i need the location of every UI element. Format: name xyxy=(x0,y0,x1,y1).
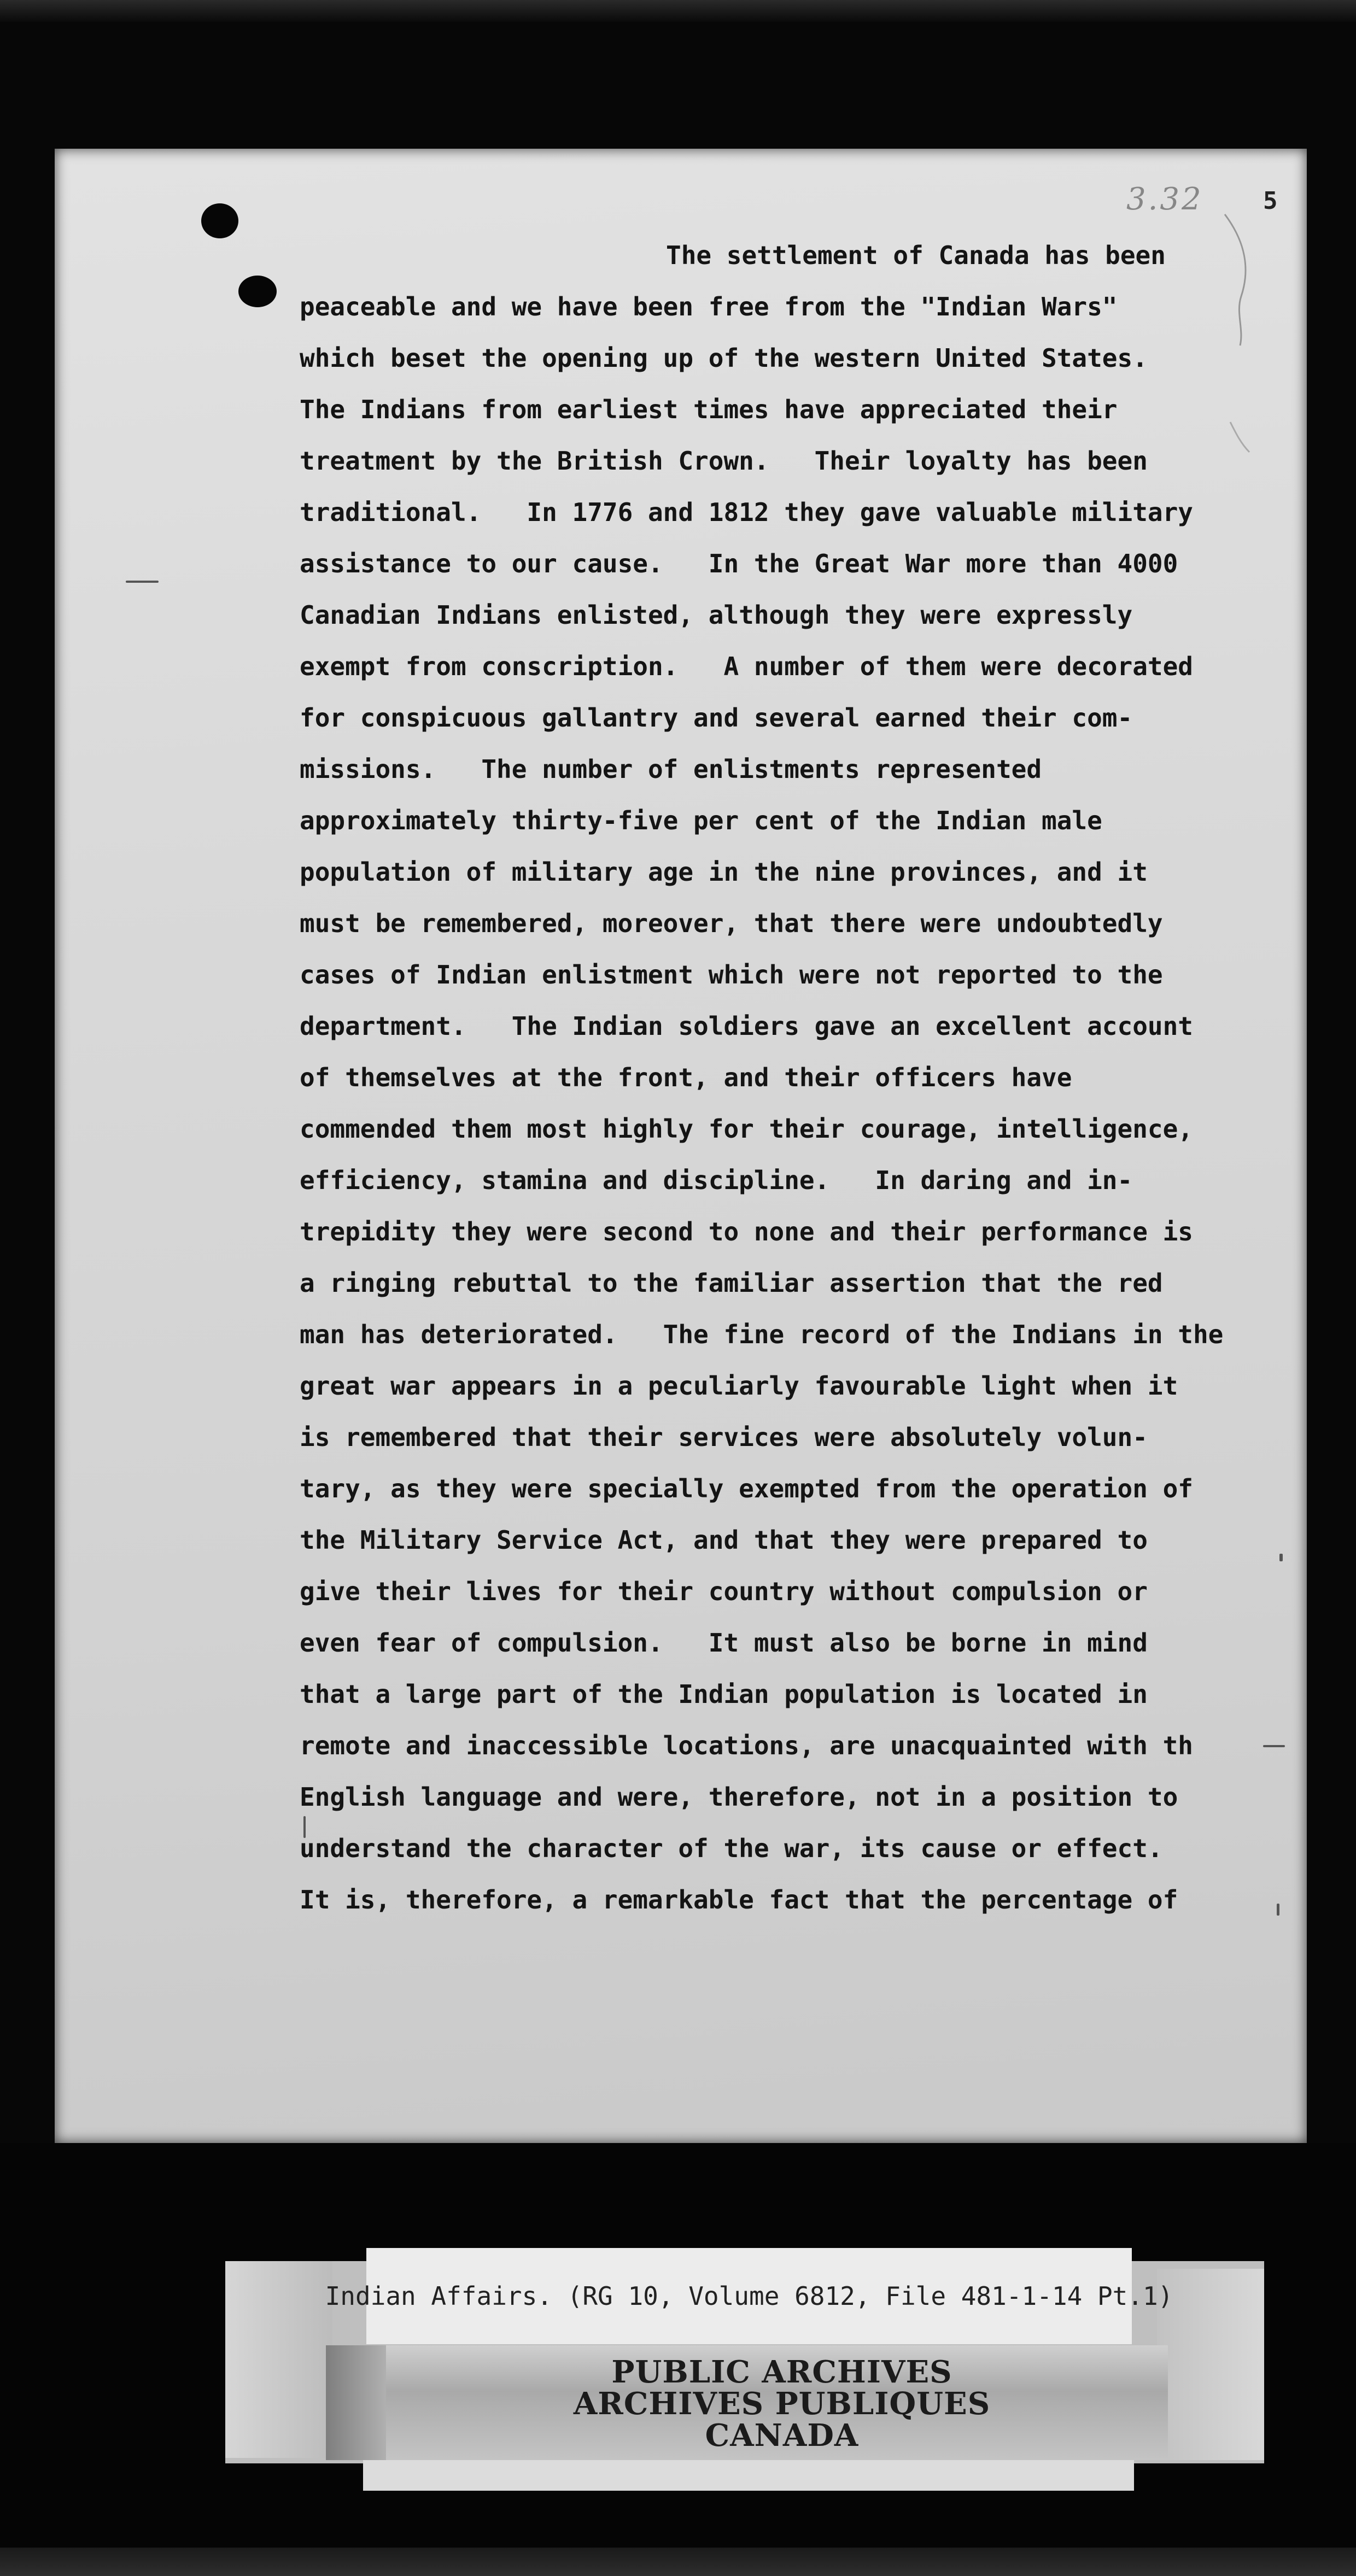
archive-label-base-strip xyxy=(363,2460,1134,2491)
text-line: assistance to our cause. In the Great War more than 4000 xyxy=(300,549,1178,578)
text-line: of themselves at the front, and their officers have xyxy=(300,1063,1072,1092)
text-line: English language and were, therefore, not in a position to xyxy=(300,1782,1178,1812)
text-line: efficiency, stamina and discipline. In daring and in- xyxy=(300,1166,1133,1195)
pencil-annotation: 3.32 xyxy=(1126,182,1203,217)
body-text xyxy=(300,230,1328,1925)
archive-label-left-card xyxy=(225,2261,332,2458)
text-line: commended them most highly for their courage, intelligence, xyxy=(300,1114,1193,1144)
text-line: exempt from conscription. A number of them were decorated xyxy=(300,652,1193,681)
text-line: is remembered that their services were absolutely volun- xyxy=(300,1422,1148,1452)
text-line: even fear of compulsion. It must also be borne in mind xyxy=(300,1628,1148,1658)
text-line: that a large part of the Indian population is located in xyxy=(300,1679,1148,1709)
page-number: 5 xyxy=(1263,187,1278,215)
film-edge-bottom xyxy=(0,2548,1356,2576)
text-line: The Indians from earliest times have appreciated their xyxy=(300,395,1118,424)
text-line: man has deteriorated. The fine record of the Indians in the xyxy=(300,1320,1224,1349)
text-line: cases of Indian enlistment which were not reported to the xyxy=(300,960,1163,990)
text-line: the Military Service Act, and that they were prepared to xyxy=(300,1525,1148,1555)
text-line: treatment by the British Crown. Their loyalty has been xyxy=(300,446,1148,476)
stamp-line-english: PUBLIC ARCHIVES xyxy=(611,2354,952,2390)
text-line: which beset the opening up of the western United States. xyxy=(300,343,1148,373)
text-line: remote and inaccessible locations, are unacquainted with th xyxy=(300,1731,1193,1760)
text-line: for conspicuous gallantry and several earned their com- xyxy=(300,703,1133,733)
text-line: approximately thirty-five per cent of the Indian male xyxy=(300,806,1102,835)
text-line: department. The Indian soldiers gave an excellent account xyxy=(300,1011,1193,1041)
text-line: Canadian Indians enlisted, although they were expressly xyxy=(300,600,1133,630)
stamp-line-country: CANADA xyxy=(705,2417,859,2454)
text-line: population of military age in the nine provinces, and it xyxy=(300,857,1148,887)
text-line: must be remembered, moreover, that there were undoubtedly xyxy=(300,909,1163,938)
public-archives-stamp xyxy=(492,2356,1072,2455)
text-line: It is, therefore, a remarkable fact that the percentage of xyxy=(300,1885,1178,1915)
archive-reference-label xyxy=(325,2248,1173,2344)
punch-hole xyxy=(201,203,238,238)
text-line: great war appears in a peculiarly favourable light when it xyxy=(300,1371,1178,1401)
text-line: trepidity they were second to none and their performance is xyxy=(300,1217,1193,1246)
film-edge-top xyxy=(0,0,1356,22)
text-line: missions. The number of enlistments represented xyxy=(300,754,1042,784)
text-line: a ringing rebuttal to the familiar assertion that the red xyxy=(300,1268,1163,1298)
page-speck xyxy=(126,581,159,583)
text-line: understand the character of the war, its cause or effect. xyxy=(300,1834,1163,1863)
text-line: peaceable and we have been free from the "Indian Wars" xyxy=(300,292,1118,321)
text-line: give their lives for their country without compulsion or xyxy=(300,1577,1148,1606)
text-line: The settlement of Canada has been xyxy=(666,241,1166,270)
punch-hole xyxy=(238,276,277,307)
text-line: tary, as they were specially exempted from the operation of xyxy=(300,1474,1193,1503)
archive-reference-text: Indian Affairs. (RG 10, Volume 6812, File 481-1-14 Pt.1) xyxy=(325,2281,1173,2311)
stamp-line-french: ARCHIVES PUBLIQUES xyxy=(573,2386,991,2422)
text-line: traditional. In 1776 and 1812 they gave valuable military xyxy=(300,497,1193,527)
archive-label-tape-shadow xyxy=(326,2345,386,2460)
